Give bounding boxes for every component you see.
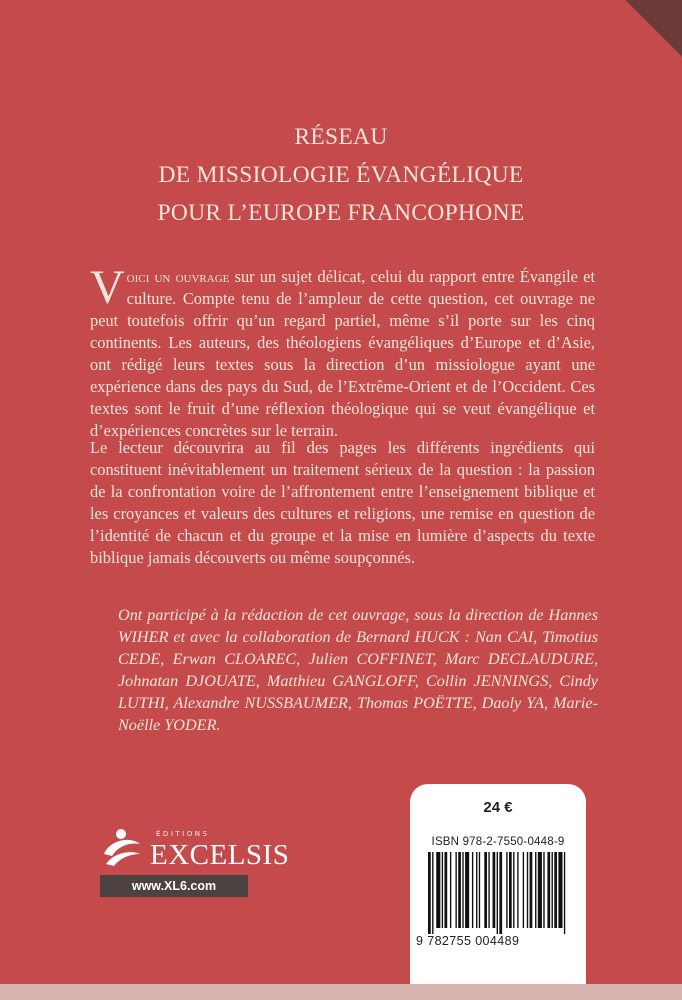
barcode-stripe bbox=[450, 852, 451, 928]
barcode-stripe bbox=[442, 852, 443, 928]
barcode-stripe bbox=[558, 852, 562, 928]
barcode-stripe bbox=[554, 852, 557, 928]
barcode-stripe bbox=[538, 852, 542, 928]
barcode-stripe bbox=[428, 852, 431, 934]
publisher-url[interactable]: www.XL6.com bbox=[100, 875, 248, 897]
barcode-stripe bbox=[462, 852, 463, 928]
barcode-stripe bbox=[493, 852, 496, 928]
barcode-stripe bbox=[455, 852, 456, 928]
barcode-stripe bbox=[488, 852, 489, 928]
barcode-stripe bbox=[472, 852, 473, 928]
title-line: DE MISSIOLOGIE ÉVANGÉLIQUE bbox=[158, 162, 524, 188]
barcode-stripe bbox=[552, 852, 553, 928]
barcode-stripe bbox=[547, 852, 550, 928]
excelsis-swoosh-logo-icon bbox=[100, 826, 144, 870]
barcode-stripe bbox=[497, 852, 498, 934]
title-line: POUR L’EUROPE FRANCOPHONE bbox=[157, 200, 525, 226]
barcode-icon bbox=[428, 852, 568, 934]
barcode-stripe bbox=[499, 852, 502, 934]
barcode-stripe bbox=[513, 852, 514, 928]
title-line: RÉSEAU bbox=[294, 124, 388, 150]
lead-in: oici un ouvrage bbox=[126, 267, 230, 286]
barcode-stripe bbox=[535, 852, 536, 928]
bottom-band bbox=[0, 984, 682, 1000]
series-title bbox=[0, 118, 682, 232]
barcode-stripe bbox=[523, 852, 524, 928]
barcode-stripe bbox=[564, 852, 565, 934]
barcode-stripe bbox=[479, 852, 480, 928]
publisher-editions-label: ÉDITIONS bbox=[156, 830, 210, 838]
barcode-digits: 9 782755 004489 bbox=[416, 934, 520, 948]
description-paragraph: Le lecteur découvrira au fil des pages les différents ingrédients qui constituent inévitablement un traitement sérieux de la question : la passion de la confrontation voire de l’affrontement entre l’enseignement biblique et les croyances et valeurs des cultures et religions, une remise en question de l’identité de chacun et du groupe et la mise en lumière d’aspects du texte biblique jamais découverts ou même soupçonnés. bbox=[90, 438, 595, 567]
paragraph-text: sur un sujet délicat, celui du rapport entre Évangile et culture. Compte tenu de l’ampleur de cette question, cet ouvrage ne peut toutefois offrir qu’un regard partiel, même s’il porte sur les cinq continents. Les auteurs, des théologiens évangéliques d’Europe et d’Asie, ont rédigé leurs textes sous la direction d’un missiologue ayant une expérience dans des pays du Sud, de l’Extrême-Orient et de l’Occident. Ces textes sont le fruit d’une réflexion théologique qui se veut évangélique et d’expériences concrètes sur le terrain. bbox=[90, 267, 595, 440]
barcode-stripe bbox=[458, 852, 461, 928]
barcode-stripe bbox=[444, 852, 447, 928]
barcode-stripe bbox=[543, 852, 544, 928]
barcode-stripe bbox=[509, 852, 512, 928]
barcode-stripe bbox=[517, 852, 518, 928]
barcode-stripe bbox=[530, 852, 533, 928]
drop-cap: V bbox=[90, 261, 125, 314]
publisher-name: EXCELSIS bbox=[150, 839, 290, 871]
barcode-stripe bbox=[465, 852, 469, 928]
description-paragraph bbox=[90, 261, 595, 442]
barcode-stripe bbox=[476, 852, 477, 928]
price: 24 € bbox=[483, 799, 513, 816]
contributors-text: Ont participé à la rédaction de cet ouvrage, sous la direction de Hannes WIHER et avec la collaboration de Bernard HUCK : Nan CAI, Timotius CEDE, Erwan CLOAREC, Julien COFFINET, Marc DECLAUDURE, Johnatan DJOUATE, Matthieu GANGLOFF, Collin JENNINGS, Cindy LUTHI, Alexandre NUSSBAUMER, Thomas POËTTE, Daoly YA, Marie-Noëlle YODER. bbox=[118, 606, 598, 734]
barcode-stripe bbox=[432, 852, 433, 934]
barcode-stripe bbox=[527, 852, 528, 928]
isbn-text: ISBN 978-2-7550-0448-9 bbox=[431, 836, 565, 848]
barcode-stripe bbox=[436, 852, 440, 928]
corner-fold-icon bbox=[625, 0, 682, 57]
barcode-stripe bbox=[484, 852, 487, 928]
barcode-stripe bbox=[506, 852, 507, 928]
barcode-panel bbox=[410, 784, 586, 1000]
